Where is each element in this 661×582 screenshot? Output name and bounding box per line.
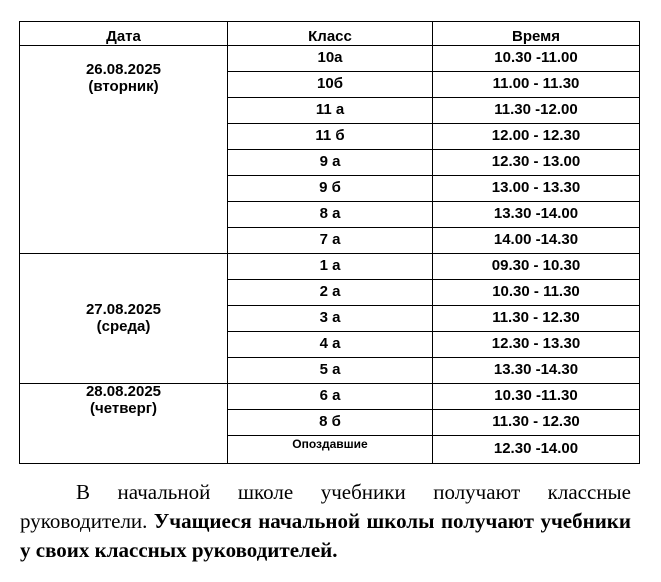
- class-cell: 9 а: [228, 150, 433, 176]
- schedule-table: [19, 21, 640, 464]
- class-cell: 9 б: [228, 176, 433, 202]
- header-date: Дата: [20, 22, 228, 46]
- class-cell: 2 а: [228, 280, 433, 306]
- date-cell-thursday: [20, 384, 228, 464]
- class-cell: 1 а: [228, 254, 433, 280]
- time-cell: 12.00 - 12.30: [433, 124, 640, 150]
- date-value: 28.08.2025: [85, 383, 162, 400]
- class-cell: 6 а: [228, 384, 433, 410]
- time-cell: 12.30 -14.00: [433, 436, 640, 464]
- class-cell: 7 а: [228, 228, 433, 254]
- date-cell-wednesday: [20, 254, 228, 384]
- class-cell: 5 а: [228, 358, 433, 384]
- class-cell: 4 а: [228, 332, 433, 358]
- time-cell: 12.30 - 13.00: [433, 150, 640, 176]
- header-row: [20, 22, 640, 46]
- class-cell: 3 а: [228, 306, 433, 332]
- class-cell: Опоздавшие: [228, 436, 433, 464]
- note-bold: Учащиеся начальной школы получают учебники у своих классных руководителей.: [20, 509, 632, 562]
- class-cell: 8 а: [228, 202, 433, 228]
- time-cell: 10.30 - 11.30: [433, 280, 640, 306]
- textbook-note: [20, 478, 631, 565]
- time-cell: 09.30 - 10.30: [433, 254, 640, 280]
- date-cell-tuesday: [20, 46, 228, 254]
- time-cell: 11.30 -12.00: [433, 98, 640, 124]
- class-cell: 10б: [228, 72, 433, 98]
- time-cell: 11.30 - 12.30: [433, 410, 640, 436]
- time-cell: 14.00 -14.30: [433, 228, 640, 254]
- note-plain: В начальной школе учебники получают классные руководители.: [20, 480, 631, 533]
- class-cell: 8 б: [228, 410, 433, 436]
- weekday-value: (вторник): [88, 77, 159, 95]
- time-cell: 13.00 - 13.30: [433, 176, 640, 202]
- time-cell: 13.30 -14.30: [433, 358, 640, 384]
- weekday-value: (среда): [96, 317, 151, 335]
- class-cell: 10а: [228, 46, 433, 72]
- weekday-value: (четверг): [90, 399, 157, 417]
- time-cell: 12.30 - 13.30: [433, 332, 640, 358]
- time-cell: 11.00 - 11.30: [433, 72, 640, 98]
- header-class: Класс: [228, 22, 433, 46]
- header-time: Время: [433, 22, 640, 46]
- date-value: 26.08.2025: [85, 61, 162, 78]
- class-cell: 11 б: [228, 124, 433, 150]
- class-cell: 11 а: [228, 98, 433, 124]
- table-row: [20, 46, 640, 72]
- time-cell: 10.30 -11.30: [433, 384, 640, 410]
- time-cell: 13.30 -14.00: [433, 202, 640, 228]
- table-row: [20, 384, 640, 410]
- time-cell: 11.30 - 12.30: [433, 306, 640, 332]
- time-cell: 10.30 -11.00: [433, 46, 640, 72]
- date-value: 27.08.2025: [85, 301, 162, 318]
- table-row: [20, 254, 640, 280]
